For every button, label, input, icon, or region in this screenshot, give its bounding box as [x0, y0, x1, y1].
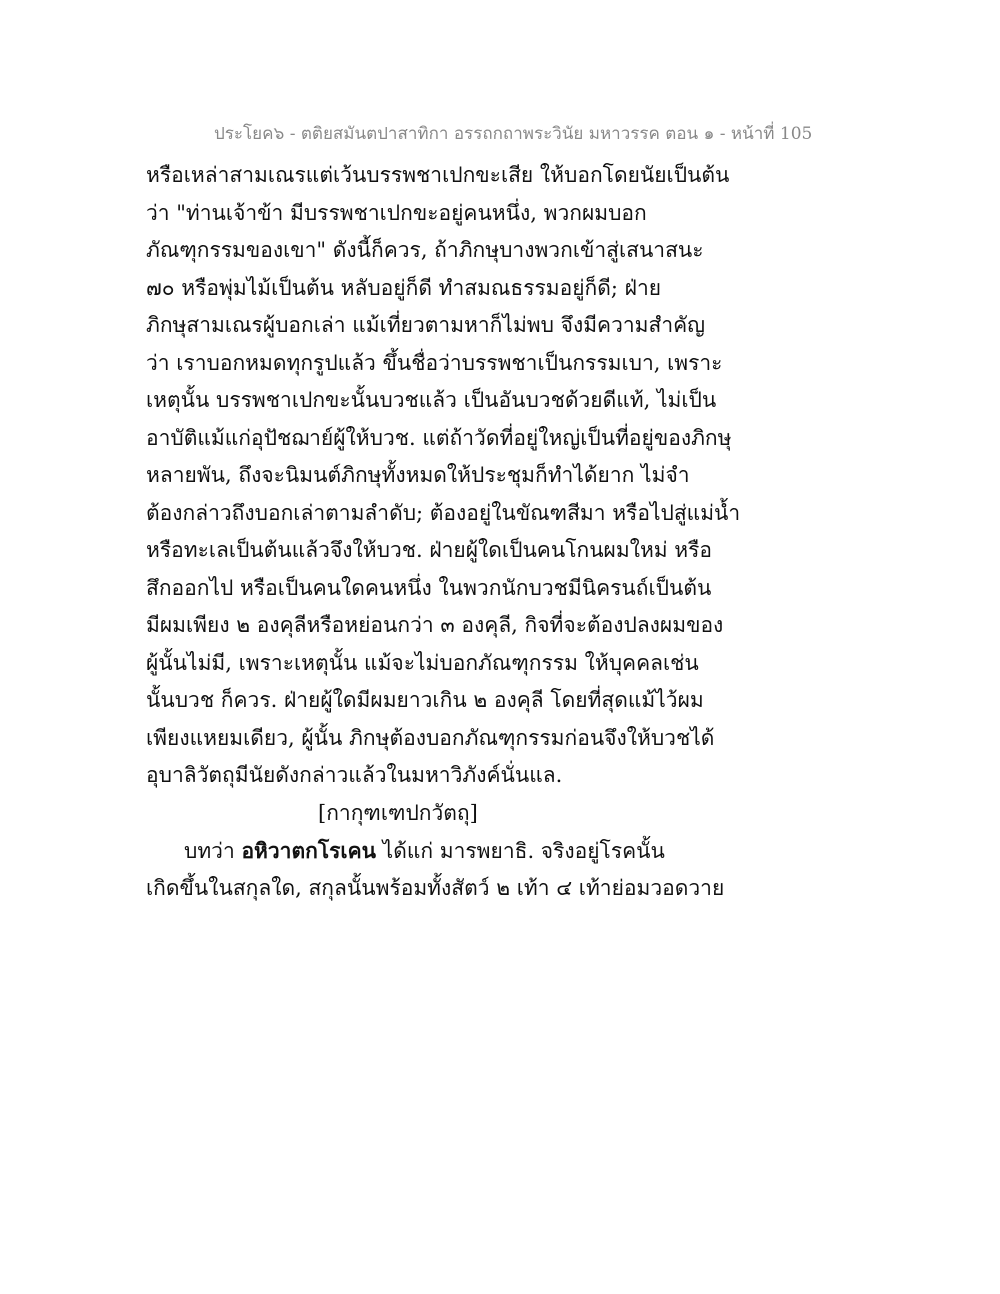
text-line: หรือเหล่าสามเณรแต่เว้นบรรพชาเปกขะเสีย ให้บอกโดยนัยเป็นต้น — [146, 163, 730, 187]
text-line: หรือทะเลเป็นต้นแล้วจึงให้บวช. ฝ่ายผู้ใดเป็นคนโกนผมใหม่ หรือ — [146, 538, 713, 562]
text-line: ผู้นั้นไม่มี, เพราะเหตุนั้น แม้จะไม่บอกภัณฑุกรรม ให้บุคคลเช่น — [146, 650, 699, 675]
text-line: ๗๐ หรือพุ่มไม้เป็นต้น หลับอยู่ก็ดี ทำสมณธรรมอยู่ก็ดี; ฝ่าย — [146, 275, 662, 300]
text-line: เพียงแหยมเดียว, ผู้นั้น ภิกษุต้องบอกภัณฑุกรรมก่อนจึงให้บวชได้ — [146, 725, 715, 750]
running-header: ประโยค๖ - ตติยสมันตปาสาทิกา อรรถกถาพระวินัย มหาวรรค ตอน ๑ - หน้าที่ 105 — [214, 124, 813, 144]
text-line: อาบัติแม้แก่อุปัชฌาย์ผู้ให้บวช. แต่ถ้าวัดที่อยู่ใหญ่เป็นที่อยู่ของภิกษุ — [146, 425, 732, 450]
bold-term: อหิวาตกโรเคน — [241, 838, 376, 863]
text-line: ว่า "ท่านเจ้าข้า มีบรรพชาเปกขะอยู่คนหนึ่ง, พวกผมบอก — [146, 200, 647, 225]
text-line: อุบาลิวัตถุมีนัยดังกล่าวแล้วในมหาวิภังค์นั่นแล. — [146, 763, 563, 787]
text-line: ต้องกล่าวถึงบอกเล่าตามลำดับ; ต้องอยู่ในขัณฑสีมา หรือไปสู่แม่น้ำ — [146, 500, 741, 525]
text-line: ภิกษุสามเณรผู้บอกเล่า แม้เที่ยวตามหาก็ไม่พบ จึงมีความสำคัญ — [146, 313, 706, 337]
body-text — [146, 157, 741, 907]
text-line: มีผมเพียง ๒ องคุลีหรือหย่อนกว่า ๓ องคุลี, กิจที่จะต้องปลงผมของ — [146, 613, 724, 637]
section-heading: [กากุฑเฑปกวัตถุ] — [318, 800, 478, 825]
text-line: นั้นบวช ก็ควร. ฝ่ายผู้ใดมีผมยาวเกิน ๒ องคุลี โดยที่สุดแม้ไว้ผม — [146, 688, 704, 712]
text-line: สึกออกไป หรือเป็นคนใดคนหนึ่ง ในพวกนักบวชมีนิครนถ์เป็นต้น — [146, 575, 712, 600]
paragraph-first-line — [146, 832, 706, 870]
text-line: เหตุนั้น บรรพชาเปกขะนั้นบวชแล้ว เป็นอันบวชด้วยดีแท้, ไม่เป็น — [146, 388, 717, 412]
line-prefix: บทว่า — [184, 839, 242, 863]
text-line: ว่า เราบอกหมดทุกรูปแล้ว ขึ้นชื่อว่าบรรพชาเป็นกรรมเบา, เพราะ — [146, 350, 723, 375]
text-line: ภัณฑุกรรมของเขา" ดังนี้ก็ควร, ถ้าภิกษุบางพวกเข้าสู่เสนาสนะ — [146, 238, 704, 262]
text-line: หลายพัน, ถึงจะนิมนต์ภิกษุทั้งหมดให้ประชุมก็ทำได้ยาก ไม่จำ — [146, 463, 690, 487]
line-suffix: ได้แก่ มารพยาธิ. จริงอยู่โรคนั้น — [375, 839, 665, 863]
text-line: เกิดขึ้นในสกุลใด, สกุลนั้นพร้อมทั้งสัตว์ ๒ เท้า ๔ เท้าย่อมวอดวาย — [146, 875, 725, 900]
